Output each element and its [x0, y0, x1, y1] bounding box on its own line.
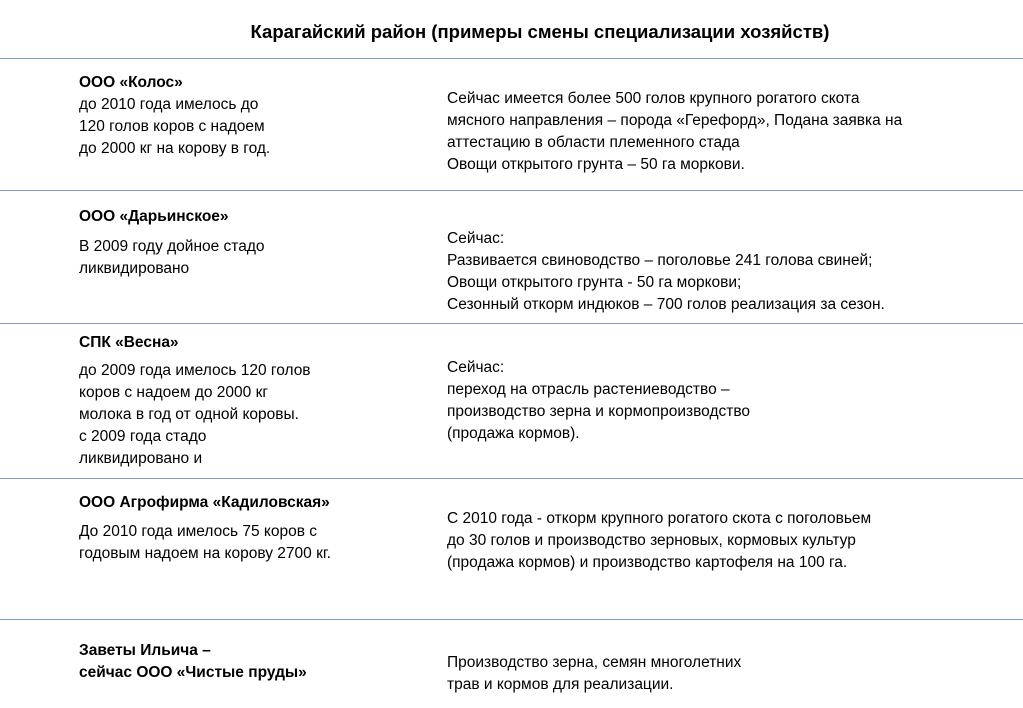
page-title: Карагайский район (примеры смены специализации хозяйств) [250, 21, 830, 42]
farm-before-vesna: до 2009 года имелось 120 голов коров с надоем до 2000 кг молока в год от одной коровы. с 2009 года стадо ликвидировано и [79, 362, 311, 467]
farm-after-zavety-ilyicha: Производство зерна, семян многолетних трав и кормов для реализации. [447, 654, 742, 693]
farm-name-vesna: СПК «Весна» [79, 334, 179, 351]
farm-name-kadilovskaya: ООО Агрофирма «Кадиловская» [79, 494, 330, 511]
farm-name-kolos: ООО «Колос» [79, 74, 183, 91]
divider [0, 58, 1023, 59]
farm-after-vesna: Сейчас: переход на отрасль растениеводство – производство зерна и кормопроизводство (продажа кормов). [447, 359, 751, 442]
farm-after-kolos: Сейчас имеется более 500 голов крупного рогатого скота мясного направления – порода «Герефорд», Подана заявка на аттестацию в области племенного стада Овощи открытого грунта – 50 га моркови. [447, 90, 903, 173]
farm-after-kadilovskaya: С 2010 года - откорм крупного рогатого скота с поголовьем до 30 голов и производство зерновых, кормовых культур (продажа кормов) и производство картофеля на 100 га. [447, 510, 872, 571]
divider [0, 190, 1023, 191]
farm-after-daryinskoe: Сейчас: Развивается свиноводство – поголовье 241 голова свиней; Овощи открытого грунта - 50 га моркови; Сезонный откорм индюков – 700 голов реализация за сезон. [447, 230, 885, 313]
farm-name-zavety-ilyicha: Заветы Ильича – сейчас ООО «Чистые пруды» [79, 642, 307, 681]
farm-name-daryinskoe: ООО «Дарьинское» [79, 208, 229, 225]
divider [0, 478, 1023, 479]
divider [0, 323, 1023, 324]
farm-before-kolos: до 2010 года имелось до 120 голов коров с надоем до 2000 кг на корову в год. [79, 96, 271, 157]
farm-before-daryinskoe: В 2009 году дойное стадо ликвидировано [79, 238, 265, 277]
farm-before-kadilovskaya: До 2010 года имелось 75 коров с годовым надоем на корову 2700 кг. [79, 523, 331, 562]
divider [0, 619, 1023, 620]
